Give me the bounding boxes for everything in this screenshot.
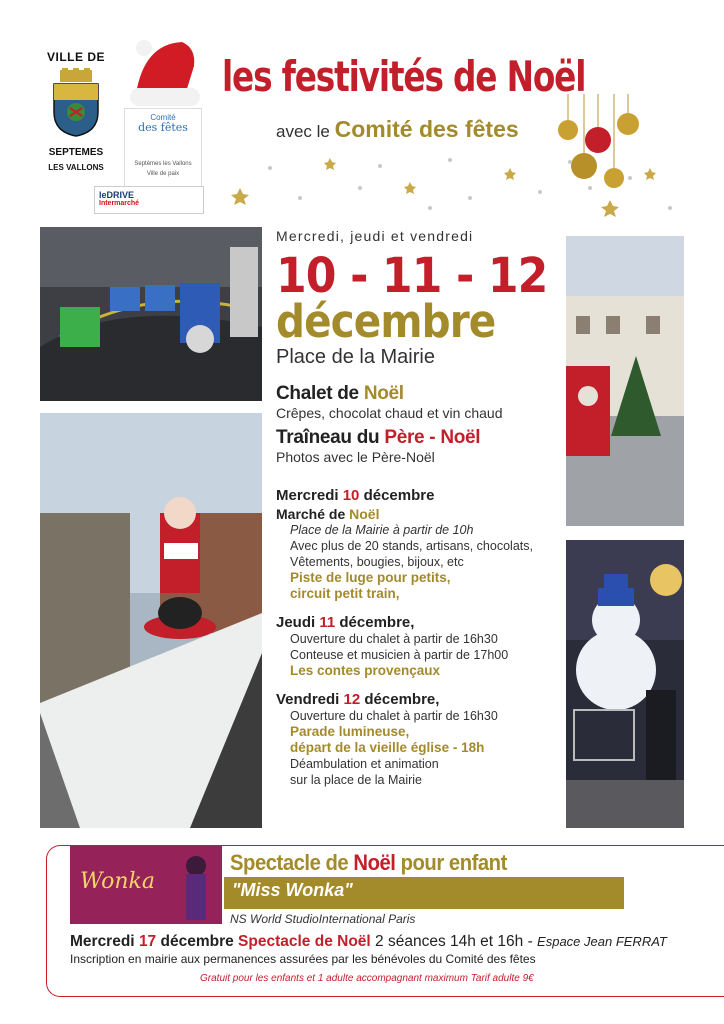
friday-line-1: Ouverture du chalet à partir de 16h30	[290, 709, 498, 723]
traineau-desc: Photos avec le Père-Noël	[276, 449, 435, 465]
traineau-title	[276, 427, 558, 449]
subtitle-bold: Comité des fêtes	[334, 116, 519, 142]
comite-line-1: Comité	[150, 113, 176, 122]
traineau-title-prefix: Traîneau du	[276, 427, 380, 448]
comite-line-4: Ville de paix	[146, 171, 180, 177]
friday-num: 12	[343, 691, 361, 708]
show-month: décembre	[160, 933, 234, 950]
wonka-poster-text: Wonka	[80, 869, 155, 894]
photo-sled-slope	[40, 413, 262, 828]
photo-train-ride	[40, 227, 262, 401]
santa-hat-icon	[124, 32, 204, 112]
thursday-gold-1: Les contes provençaux	[290, 663, 441, 678]
event-details	[276, 228, 558, 788]
show-title-highlight: Noël	[353, 850, 396, 875]
thursday-line-1: Ouverture du chalet à partir de 16h30	[290, 632, 498, 646]
event-dates: 10 - 11 - 12	[276, 248, 548, 304]
traineau-title-highlight: Père - Noël	[384, 427, 481, 448]
thursday-line-2: Conteuse et musicien à partir de 17h00	[290, 648, 509, 662]
friday-gold-1: Parade lumineuse,	[290, 724, 410, 739]
wednesday-num: 10	[342, 487, 360, 504]
sponsor-drive-logo	[94, 186, 204, 214]
event-days: Mercredi, jeudi et vendredi	[276, 228, 474, 244]
wednesday-suffix: décembre	[363, 487, 435, 504]
show-schedule	[70, 933, 667, 951]
show-venue: Espace Jean FERRAT	[537, 934, 667, 949]
town-crest	[40, 50, 112, 180]
chalet-title-highlight: Noël	[363, 383, 404, 404]
friday-prefix: Vendredi	[276, 691, 340, 708]
marche-title	[276, 506, 558, 522]
marche-highlight: Noël	[349, 506, 380, 522]
wednesday-line-2: Avec plus de 20 stands, artisans, chocolats,	[290, 539, 533, 553]
comite-line-2: des fêtes	[138, 121, 188, 134]
photo-snowman-night	[566, 540, 684, 828]
wednesday-line-3: Vêtements, bougies, bijoux, etc	[290, 555, 464, 569]
page-title: les festivités de Noël	[222, 52, 586, 101]
show-title-prefix: Spectacle de	[230, 850, 349, 875]
event-place: Place de la Mairie	[276, 346, 435, 368]
friday-block	[276, 691, 558, 788]
chalet-title-prefix: Chalet de	[276, 383, 359, 404]
chalet-desc: Crêpes, chocolat chaud et vin chaud	[276, 405, 503, 421]
thursday-title	[276, 614, 558, 631]
comite-des-fetes-logo	[124, 108, 202, 188]
thursday-prefix: Jeudi	[276, 614, 316, 631]
wednesday-gold-2: circuit petit train,	[290, 586, 400, 601]
crest-top-label: VILLE DE	[46, 50, 105, 64]
friday-line-3: sur la place de la Mairie	[290, 773, 423, 787]
drive-line-1: leDRIVE	[99, 190, 135, 200]
thursday-block	[276, 614, 558, 679]
wednesday-title	[276, 487, 558, 504]
page-subtitle	[276, 116, 519, 143]
wednesday-line-1: Place de la Mairie à partir de 10h	[290, 523, 474, 537]
friday-gold-2: départ de la vieille église - 18h	[290, 740, 485, 755]
show-day-num: 17	[138, 933, 157, 950]
show-title	[230, 850, 507, 876]
show-inscription: Inscription en mairie aux permanences assurées par les bénévoles du Comité des fêtes	[70, 952, 536, 966]
thursday-num: 11	[319, 614, 336, 631]
friday-title	[276, 691, 558, 708]
event-month: décembre	[276, 295, 496, 348]
subtitle-prefix: avec le	[276, 122, 330, 141]
coat-of-arms-icon	[50, 68, 102, 138]
show-pricing: Gratuit pour les enfants et 1 adulte accompagnant maximum Tarif adulte 9€	[200, 973, 534, 984]
crest-bottom-label-2: LES VALLONS	[48, 163, 104, 172]
thursday-suffix: décembre,	[339, 614, 415, 631]
show-studio: NS World StudioInternational Paris	[230, 912, 416, 926]
marche-prefix: Marché de	[276, 506, 346, 522]
show-title-suffix: pour enfant	[400, 850, 507, 875]
friday-line-2: Déambulation et animation	[290, 757, 439, 771]
comite-line-3: Septèmes les Vallons	[134, 161, 192, 167]
wednesday-gold-1: Piste de luge pour petits,	[290, 570, 451, 585]
drive-line-2: Intermarché	[99, 200, 140, 207]
decorative-stars-icon	[210, 148, 680, 224]
crest-bottom-label-1: SEPTEMES	[48, 147, 104, 158]
wednesday-prefix: Mercredi	[276, 487, 339, 504]
photo-mairie-square	[566, 236, 684, 526]
chalet-title	[276, 383, 558, 405]
show-sessions: 2 séances 14h et 16h -	[375, 933, 533, 950]
wonka-poster-image	[70, 846, 222, 924]
show-label: Spectacle de Noël	[238, 933, 371, 950]
wednesday-block	[276, 487, 558, 602]
friday-suffix: décembre,	[364, 691, 440, 708]
show-day: Mercredi	[70, 933, 135, 950]
show-name: "Miss Wonka"	[232, 880, 353, 900]
